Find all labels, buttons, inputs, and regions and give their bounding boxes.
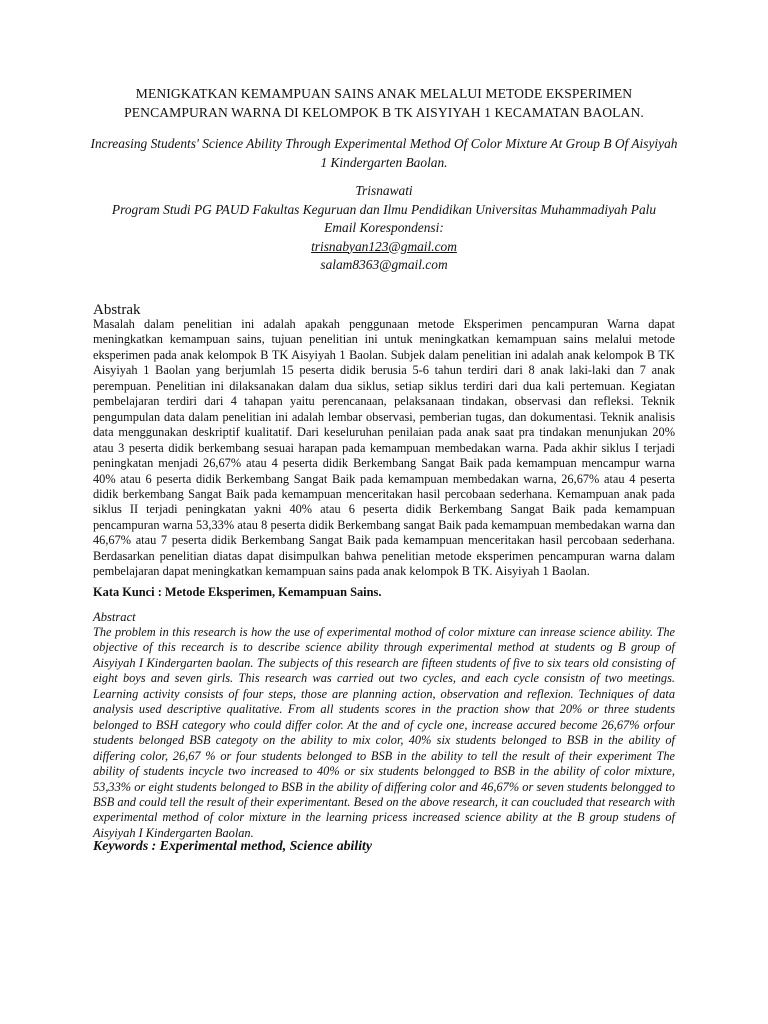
author-affiliation: Program Studi PG PAUD Fakultas Keguruan dan Ilmu Pendidikan Universitas Muhammadiyah Palu	[111, 201, 657, 217]
keywords: Keywords : Experimental method, Science ability	[93, 838, 372, 853]
abstrak-body: Masalah dalam penelitian ini adalah apakah penggunaan metode Eksperimen pencampuran Warna dapat meningkatkan kemampuan sains, tujuan penelitian ini untuk meningkatkan kemampuan sains melalui metode eksperimen pada anak kelompok B TK Aisyiyah 1 Baolan. Subjek dalam penelitian ini adalah anak kelompok B TK Aisyiyah 1 Baolan yang berjumlah 15 peserta didik berusia 5-6 tahun terdiri dari 8 anak laki-laki dan 7 anak perempuan. Penelitian ini dilaksanakan dalam dua siklus, setiap siklus terdiri dari dua kali pertemuan. Kegiatan pembelajaran terdiri dari 4 tahapan yaitu perencanaan, pelaksanaan tindakan, observasi dan refleksi. Teknik pengumpulan data dalam penelitian ini adalah lembar observasi, pemberian tugas, dan dokumentasi. Teknik analisis data menggunakan deskriptif kualitatif. Dari keseluruhan penilaian pada anak saat pra tindakan menunjukan 20% atau 3 peserta didik berkembang sesuai harapan pada kemampuan membedakan warna. Pada akhir siklus I terjadi peningkatan menjadi 26,67% atau 4 peserta didik Berkembang Sangat Baik pada kemampuan mencampur warna 40% atau 6 peserta didik Berkembang Sangat Baik pada kemampuan membedakan warna, 26,67% atau 4 peserta didik berkembang Sangat Baik pada kemampuan menceritakan hasil percobaan sederhana. Kemampuan anak pada siklus II terjadi peningkatan yakni 40% atau 6 peserta didik Berkembang Sangat Baik pada kemampuan pencampuran warna 53,33% atau 8 peserta didik Berkembang sangat Baik pada kemampuan membedakan warna dan 46,67% atau 7 peserta didik Berkembang Sangat Baik pada kemampuan menceritakan hasil percobaan sederhana. Berdasarkan penelitian diatas dapat disimpulkan bahwa penelitian metode eksperimen pencampuran warna dalam pembelajaran dapat meningkatkan kemampuan sains pada anak kelompok B TK. Aisyiyah 1 Baolan.	[93, 317, 675, 579]
author-name: Trisnawati	[355, 183, 413, 198]
email-secondary: salam8363@gmail.com	[320, 257, 448, 272]
abstract-body: The problem in this research is how the use of experimental mothod of color mixture can inrease science ability. The objective of this recearch is to describe science ability through experimental method at students og B group of Aisyiyah I Kindergarten baolan. The subjects of this research are fifteen students of five to six tears old consisting of eight boys and seven girls. This research was carried out two cycles, and each cycle consistn of two meetings. Learning activity consists of four steps, those are planning action, observation and reflexion. Techniques of data analysis used descriptive qualitative. From all students scores in the praction show that 20% or three students belonged to BSH category who could differ color. At the and of cycle one, increase accured become 26,67% orfour students belonged BSB categoty on the ability to mix color, 40% six students belonged to BSB in the ability of differing color, 26,67 % or four students belonged to BSB in the ability to tell the result of their experiment The ability of students incycle two increased to 40% or six students belongged to BSB in the ability of color mixture, 53,33% or eight students belonged to BSB in the ability of differing color and 46,67% or seven students belongged to BSB and could tell the result of their experimentant. Besed on the above research, it can coucluded that research with experimental method of color mixture in the learning pricess increased science ability at the B group studens of Aisyiyah I Kindergarten Baolan.	[93, 625, 675, 840]
paper-subtitle-english: Increasing Students' Science Ability Through Experimental Method Of Color Mixture At Group B Of Aisyiyah 1 Kindergarten Baolan.	[90, 136, 678, 170]
email-label: Email Korespondensi:	[324, 220, 444, 235]
abstrak-heading: Abstrak	[93, 302, 141, 318]
kata-kunci: Kata Kunci : Metode Eksperimen, Kemampuan Sains.	[93, 585, 382, 599]
abstract-heading: Abstract	[93, 610, 136, 624]
paper-title: MENIGKATKAN KEMAMPUAN SAINS ANAK MELALUI METODE EKSPERIMEN PENCAMPURAN WARNA DI KELOMPOK B TK AISYIYAH 1 KECAMATAN BAOLAN.	[124, 86, 644, 120]
email-primary-link[interactable]: trisnabyan123@gmail.com	[311, 238, 457, 254]
author-block	[80, 182, 688, 275]
